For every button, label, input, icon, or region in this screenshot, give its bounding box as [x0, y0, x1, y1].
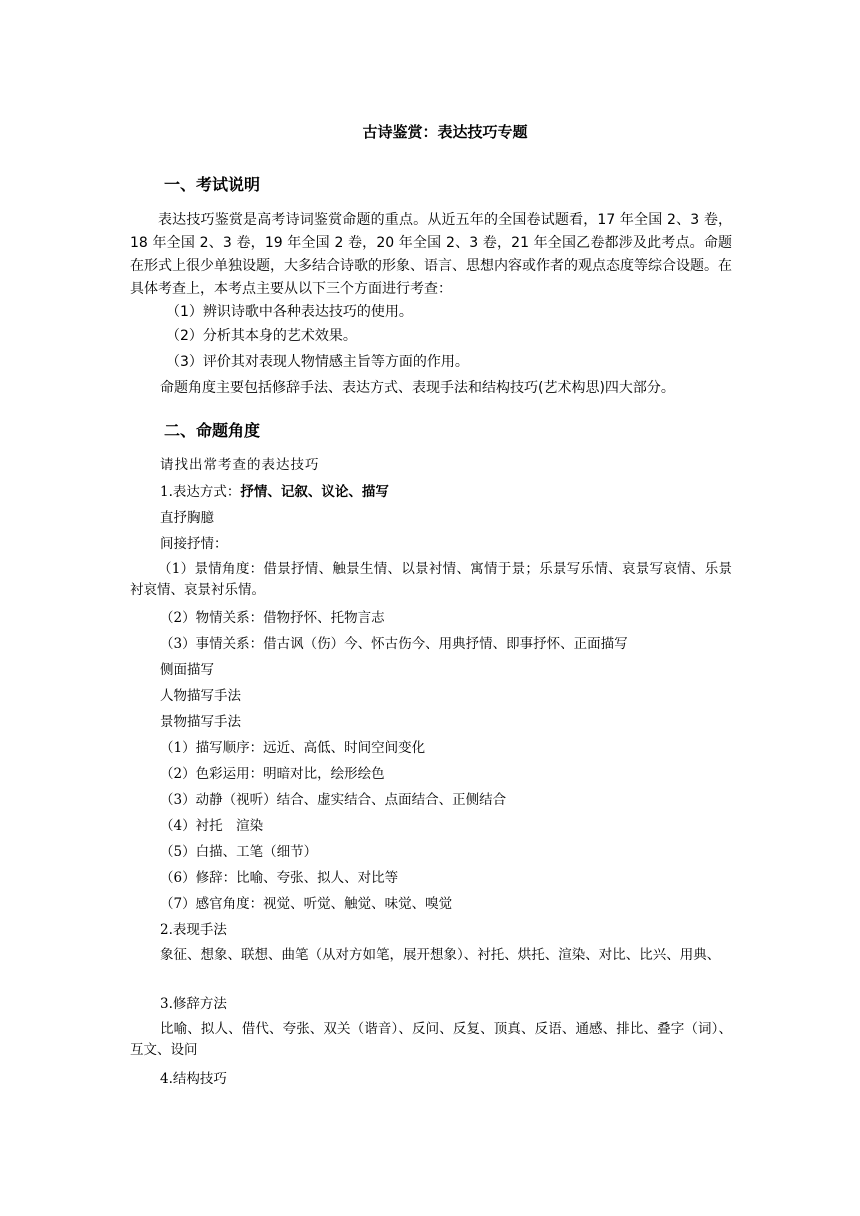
indirect-item-3: （3）事情关系：借古讽（伤）今、怀古伤今、用典抒情、即事抒怀、正面描写 [160, 636, 628, 652]
scene-description: 景物描写手法 [160, 714, 241, 730]
indirect-item-2: （2）物情关系：借物抒怀、托物言志 [160, 610, 385, 626]
indirect-lyric: 间接抒情： [160, 536, 228, 552]
page-title: 古诗鉴赏：表达技巧专题 [362, 123, 528, 141]
item-3-text: 比喻、拟人、借代、夸张、双关（谐音）、反问、反复、顶真、反语、通感、排比、叠字（词）、互文、设问 [130, 1021, 732, 1058]
scene-item-2: （2）色彩运用：明暗对比，绘形绘色 [160, 766, 385, 782]
scene-item-6: （6）修辞：比喻、夸张、拟人、对比等 [160, 870, 399, 886]
item-3-heading: 3.修辞方法 [160, 996, 227, 1012]
person-description: 人物描写手法 [160, 688, 241, 704]
section-heading-angles: 二、命题角度 [164, 421, 261, 440]
side-description: 侧面描写 [160, 662, 214, 678]
item-1-bold: 抒情、记叙、议论、描写 [240, 484, 389, 500]
intro-paragraph: 表达技巧鉴赏是高考诗词鉴赏命题的重点。从近五年的全国卷试题看，17 年全国 2、3 卷，18 年全国 2、3 卷，19 年全国 2 卷，20 年全国 2、3 卷，21 年全国乙卷都涉及此考点。命题在形式上很少单独设题，大多结合诗歌的形象、语言、思想内容或作者的观点态度等综合设题。在具体考查上，本考点主要从以下三个方面进行考查： [130, 212, 732, 297]
scene-item-7: （7）感官角度：视觉、听觉、触觉、味觉、嗅觉 [160, 896, 453, 912]
scene-item-1: （1）描写顺序：远近、高低、时间空间变化 [160, 740, 426, 756]
exam-point-2: （2）分析其本身的艺术效果。 [166, 328, 357, 344]
section-heading-exam-notes: 一、考试说明 [164, 175, 261, 194]
item-4-heading: 4.结构技巧 [160, 1071, 227, 1087]
item-2-heading: 2.表现手法 [160, 922, 227, 938]
scene-item-3: （3）动静（视听）结合、虚实结合、点面结合、正侧结合 [160, 792, 507, 808]
summary-line: 命题角度主要包括修辞手法、表达方式、表现手法和结构技巧(艺术构思)四大部分。 [160, 380, 675, 396]
item-1-line [160, 482, 389, 502]
scene-item-5: （5）白描、工笔（细节） [160, 844, 318, 860]
exam-point-3: （3）评价其对表现人物情感主旨等方面的作用。 [166, 354, 469, 370]
prompt-line: 请找出常考查的表达技巧 [160, 457, 320, 473]
scene-item-4: （4）衬托 渲染 [160, 818, 264, 834]
exam-point-1: （1）辨识诗歌中各种表达技巧的使用。 [166, 304, 413, 320]
item-1-prefix: 1.表达方式： [160, 484, 241, 500]
item-2-text: 象征、想象、联想、曲笔（从对方如笔，展开想象）、衬托、烘托、渲染、对比、比兴、用典、 [160, 947, 721, 963]
indirect-item-1: （1）景情角度：借景抒情、触景生情、以景衬情、寓情于景；乐景写乐情、哀景写哀情、乐景衬哀情、哀景衬乐情。 [130, 561, 732, 598]
direct-lyric: 直抒胸臆 [160, 510, 214, 526]
